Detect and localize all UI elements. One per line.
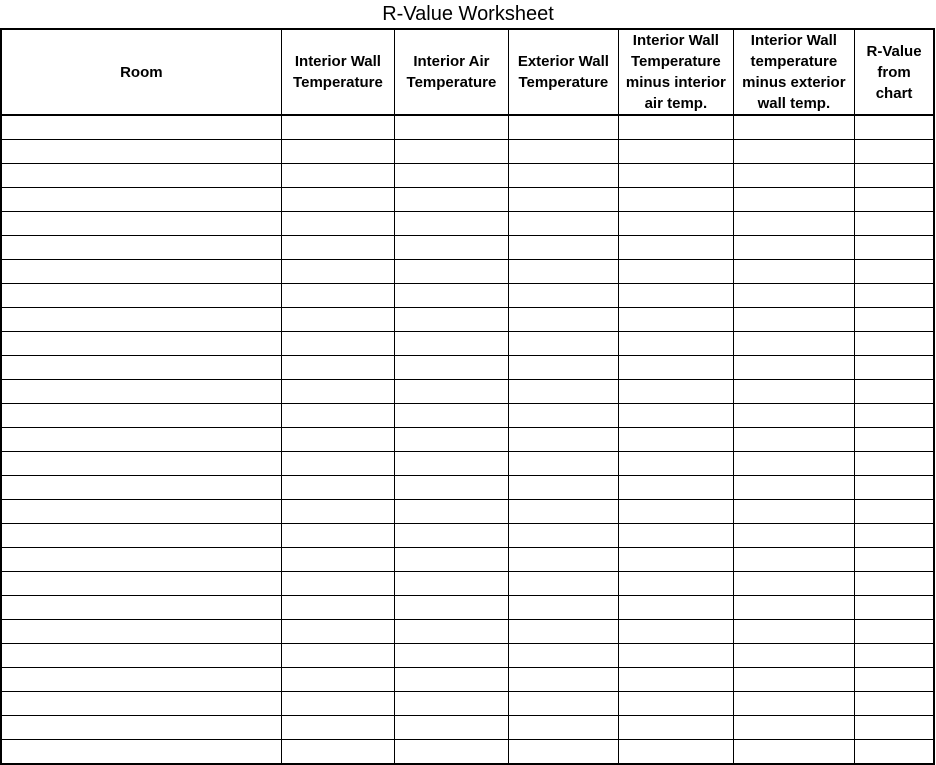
cell-interior-wall-temp[interactable] [281, 188, 394, 212]
cell-iwt-minus-ewt[interactable] [733, 260, 855, 284]
cell-room[interactable] [1, 476, 281, 500]
table-header [1, 29, 934, 115]
cell-interior-air-temp[interactable] [395, 164, 508, 188]
cell-interior-air-temp[interactable] [395, 500, 508, 524]
cell-room[interactable] [1, 115, 281, 140]
cell-interior-air-temp[interactable] [395, 260, 508, 284]
cell-interior-wall-temp[interactable] [281, 524, 394, 548]
cell-iwt-minus-ewt[interactable] [733, 356, 855, 380]
table-row [1, 236, 934, 260]
table-row [1, 596, 934, 620]
cell-room[interactable] [1, 356, 281, 380]
header-row [1, 29, 934, 115]
cell-room[interactable] [1, 428, 281, 452]
cell-iwt-minus-iat[interactable] [619, 476, 733, 500]
cell-room[interactable] [1, 332, 281, 356]
cell-interior-air-temp[interactable] [395, 524, 508, 548]
cell-exterior-wall-temp[interactable] [508, 572, 618, 596]
cell-r-value-from-chart[interactable] [855, 548, 934, 572]
cell-exterior-wall-temp[interactable] [508, 356, 618, 380]
table-row [1, 692, 934, 716]
header-interior-wall-temperature [281, 29, 394, 115]
table-row [1, 308, 934, 332]
cell-interior-wall-temp[interactable] [281, 644, 394, 668]
cell-exterior-wall-temp[interactable] [508, 212, 618, 236]
cell-iwt-minus-ewt[interactable] [733, 740, 855, 765]
cell-interior-air-temp[interactable] [395, 596, 508, 620]
table-row [1, 332, 934, 356]
cell-interior-wall-temp[interactable] [281, 308, 394, 332]
cell-exterior-wall-temp[interactable] [508, 428, 618, 452]
cell-iwt-minus-iat[interactable] [619, 500, 733, 524]
cell-room[interactable] [1, 668, 281, 692]
table-row [1, 380, 934, 404]
table-row [1, 115, 934, 140]
cell-iwt-minus-ewt[interactable] [733, 716, 855, 740]
cell-interior-wall-temp[interactable] [281, 452, 394, 476]
cell-iwt-minus-ewt[interactable] [733, 548, 855, 572]
cell-interior-wall-temp[interactable] [281, 740, 394, 765]
cell-iwt-minus-ewt[interactable] [733, 115, 855, 140]
cell-exterior-wall-temp[interactable] [508, 452, 618, 476]
cell-r-value-from-chart[interactable] [855, 236, 934, 260]
cell-r-value-from-chart[interactable] [855, 260, 934, 284]
cell-r-value-from-chart[interactable] [855, 620, 934, 644]
cell-iwt-minus-ewt[interactable] [733, 500, 855, 524]
table-row [1, 716, 934, 740]
cell-interior-air-temp[interactable] [395, 188, 508, 212]
cell-iwt-minus-ewt[interactable] [733, 164, 855, 188]
table-row [1, 668, 934, 692]
header-label: Exterior Wall Temperature [517, 53, 609, 91]
cell-r-value-from-chart[interactable] [855, 500, 934, 524]
cell-exterior-wall-temp[interactable] [508, 740, 618, 765]
header-wall-minus-exterior-temperature [733, 29, 855, 115]
cell-room[interactable] [1, 740, 281, 765]
cell-interior-air-temp[interactable] [395, 115, 508, 140]
cell-iwt-minus-ewt[interactable] [733, 476, 855, 500]
table-row [1, 548, 934, 572]
cell-interior-air-temp[interactable] [395, 428, 508, 452]
cell-iwt-minus-ewt[interactable] [733, 380, 855, 404]
table-row [1, 644, 934, 668]
cell-r-value-from-chart[interactable] [855, 692, 934, 716]
cell-exterior-wall-temp[interactable] [508, 260, 618, 284]
cell-interior-wall-temp[interactable] [281, 260, 394, 284]
cell-interior-air-temp[interactable] [395, 308, 508, 332]
cell-room[interactable] [1, 452, 281, 476]
cell-exterior-wall-temp[interactable] [508, 548, 618, 572]
cell-interior-air-temp[interactable] [395, 236, 508, 260]
cell-iwt-minus-ewt[interactable] [733, 308, 855, 332]
cell-iwt-minus-ewt[interactable] [733, 404, 855, 428]
table-row [1, 500, 934, 524]
table-body [1, 115, 934, 764]
cell-interior-air-temp[interactable] [395, 668, 508, 692]
cell-iwt-minus-iat[interactable] [619, 260, 733, 284]
header-label: Interior Wall Temperature minus interior air temp. [625, 32, 726, 112]
cell-iwt-minus-iat[interactable] [619, 115, 733, 140]
table-row [1, 524, 934, 548]
cell-interior-air-temp[interactable] [395, 476, 508, 500]
cell-interior-wall-temp[interactable] [281, 500, 394, 524]
cell-exterior-wall-temp[interactable] [508, 188, 618, 212]
cell-exterior-wall-temp[interactable] [508, 644, 618, 668]
cell-interior-wall-temp[interactable] [281, 428, 394, 452]
cell-r-value-from-chart[interactable] [855, 332, 934, 356]
cell-room[interactable] [1, 404, 281, 428]
cell-interior-air-temp[interactable] [395, 692, 508, 716]
cell-interior-wall-temp[interactable] [281, 548, 394, 572]
cell-room[interactable] [1, 284, 281, 308]
cell-iwt-minus-ewt[interactable] [733, 692, 855, 716]
cell-room[interactable] [1, 308, 281, 332]
cell-iwt-minus-iat[interactable] [619, 404, 733, 428]
cell-interior-wall-temp[interactable] [281, 140, 394, 164]
cell-interior-wall-temp[interactable] [281, 572, 394, 596]
worksheet-title: R-Value Worksheet [382, 3, 554, 25]
cell-iwt-minus-iat[interactable] [619, 212, 733, 236]
cell-room[interactable] [1, 500, 281, 524]
cell-room[interactable] [1, 188, 281, 212]
header-label: Interior Air Temperature [406, 53, 497, 91]
cell-r-value-from-chart[interactable] [855, 428, 934, 452]
table-row [1, 140, 934, 164]
cell-iwt-minus-iat[interactable] [619, 620, 733, 644]
cell-iwt-minus-iat[interactable] [619, 452, 733, 476]
table-row [1, 740, 934, 765]
cell-interior-wall-temp[interactable] [281, 596, 394, 620]
cell-exterior-wall-temp[interactable] [508, 692, 618, 716]
cell-r-value-from-chart[interactable] [855, 740, 934, 765]
cell-interior-wall-temp[interactable] [281, 284, 394, 308]
cell-interior-wall-temp[interactable] [281, 476, 394, 500]
cell-iwt-minus-iat[interactable] [619, 596, 733, 620]
table-row [1, 572, 934, 596]
cell-interior-air-temp[interactable] [395, 284, 508, 308]
cell-r-value-from-chart[interactable] [855, 572, 934, 596]
cell-exterior-wall-temp[interactable] [508, 596, 618, 620]
cell-room[interactable] [1, 380, 281, 404]
cell-iwt-minus-ewt[interactable] [733, 284, 855, 308]
header-label: Interior Wall temperature minus exterior wall temp. [742, 32, 846, 112]
cell-exterior-wall-temp[interactable] [508, 524, 618, 548]
cell-interior-wall-temp[interactable] [281, 212, 394, 236]
table-row [1, 428, 934, 452]
cell-room[interactable] [1, 260, 281, 284]
cell-r-value-from-chart[interactable] [855, 644, 934, 668]
cell-iwt-minus-ewt[interactable] [733, 572, 855, 596]
cell-iwt-minus-ewt[interactable] [733, 212, 855, 236]
cell-iwt-minus-iat[interactable] [619, 644, 733, 668]
cell-interior-air-temp[interactable] [395, 572, 508, 596]
cell-room[interactable] [1, 164, 281, 188]
cell-r-value-from-chart[interactable] [855, 668, 934, 692]
cell-r-value-from-chart[interactable] [855, 380, 934, 404]
cell-room[interactable] [1, 716, 281, 740]
table-row [1, 404, 934, 428]
header-interior-air-temperature [395, 29, 508, 115]
cell-r-value-from-chart[interactable] [855, 164, 934, 188]
header-label: R-Value from chart [866, 42, 922, 102]
table-row [1, 476, 934, 500]
cell-r-value-from-chart[interactable] [855, 188, 934, 212]
cell-interior-wall-temp[interactable] [281, 115, 394, 140]
cell-iwt-minus-ewt[interactable] [733, 524, 855, 548]
cell-iwt-minus-iat[interactable] [619, 692, 733, 716]
cell-interior-air-temp[interactable] [395, 644, 508, 668]
cell-iwt-minus-iat[interactable] [619, 548, 733, 572]
cell-r-value-from-chart[interactable] [855, 356, 934, 380]
cell-room[interactable] [1, 548, 281, 572]
cell-room[interactable] [1, 572, 281, 596]
cell-exterior-wall-temp[interactable] [508, 668, 618, 692]
cell-interior-air-temp[interactable] [395, 452, 508, 476]
cell-room[interactable] [1, 140, 281, 164]
cell-exterior-wall-temp[interactable] [508, 164, 618, 188]
cell-room[interactable] [1, 620, 281, 644]
cell-interior-air-temp[interactable] [395, 140, 508, 164]
cell-iwt-minus-ewt[interactable] [733, 668, 855, 692]
cell-interior-air-temp[interactable] [395, 356, 508, 380]
cell-iwt-minus-ewt[interactable] [733, 236, 855, 260]
cell-room[interactable] [1, 644, 281, 668]
cell-exterior-wall-temp[interactable] [508, 380, 618, 404]
cell-r-value-from-chart[interactable] [855, 140, 934, 164]
cell-r-value-from-chart[interactable] [855, 404, 934, 428]
cell-interior-wall-temp[interactable] [281, 668, 394, 692]
cell-exterior-wall-temp[interactable] [508, 308, 618, 332]
cell-interior-wall-temp[interactable] [281, 404, 394, 428]
cell-exterior-wall-temp[interactable] [508, 140, 618, 164]
cell-interior-wall-temp[interactable] [281, 236, 394, 260]
cell-interior-air-temp[interactable] [395, 548, 508, 572]
table-row [1, 620, 934, 644]
cell-iwt-minus-ewt[interactable] [733, 644, 855, 668]
cell-interior-wall-temp[interactable] [281, 716, 394, 740]
cell-exterior-wall-temp[interactable] [508, 620, 618, 644]
cell-iwt-minus-iat[interactable] [619, 308, 733, 332]
header-wall-minus-air-temperature [619, 29, 733, 115]
cell-iwt-minus-iat[interactable] [619, 284, 733, 308]
cell-r-value-from-chart[interactable] [855, 524, 934, 548]
cell-iwt-minus-iat[interactable] [619, 668, 733, 692]
cell-iwt-minus-iat[interactable] [619, 572, 733, 596]
cell-iwt-minus-ewt[interactable] [733, 452, 855, 476]
cell-interior-wall-temp[interactable] [281, 356, 394, 380]
cell-r-value-from-chart[interactable] [855, 308, 934, 332]
table-row [1, 284, 934, 308]
cell-iwt-minus-ewt[interactable] [733, 140, 855, 164]
cell-interior-air-temp[interactable] [395, 740, 508, 765]
cell-iwt-minus-ewt[interactable] [733, 428, 855, 452]
cell-exterior-wall-temp[interactable] [508, 115, 618, 140]
cell-iwt-minus-iat[interactable] [619, 428, 733, 452]
cell-exterior-wall-temp[interactable] [508, 404, 618, 428]
cell-room[interactable] [1, 692, 281, 716]
worksheet-table [0, 28, 935, 765]
cell-iwt-minus-iat[interactable] [619, 164, 733, 188]
cell-interior-wall-temp[interactable] [281, 620, 394, 644]
cell-iwt-minus-ewt[interactable] [733, 596, 855, 620]
cell-r-value-from-chart[interactable] [855, 115, 934, 140]
cell-room[interactable] [1, 236, 281, 260]
cell-iwt-minus-iat[interactable] [619, 236, 733, 260]
table-row [1, 188, 934, 212]
cell-exterior-wall-temp[interactable] [508, 284, 618, 308]
cell-r-value-from-chart[interactable] [855, 284, 934, 308]
cell-iwt-minus-ewt[interactable] [733, 620, 855, 644]
cell-r-value-from-chart[interactable] [855, 716, 934, 740]
cell-r-value-from-chart[interactable] [855, 452, 934, 476]
cell-interior-air-temp[interactable] [395, 332, 508, 356]
cell-interior-air-temp[interactable] [395, 212, 508, 236]
cell-r-value-from-chart[interactable] [855, 596, 934, 620]
cell-interior-air-temp[interactable] [395, 404, 508, 428]
cell-exterior-wall-temp[interactable] [508, 332, 618, 356]
cell-r-value-from-chart[interactable] [855, 476, 934, 500]
cell-interior-air-temp[interactable] [395, 380, 508, 404]
cell-room[interactable] [1, 212, 281, 236]
cell-iwt-minus-ewt[interactable] [733, 332, 855, 356]
header-label: Room [120, 63, 163, 81]
header-label: Interior Wall Temperature [293, 53, 383, 91]
cell-iwt-minus-iat[interactable] [619, 188, 733, 212]
cell-iwt-minus-iat[interactable] [619, 332, 733, 356]
cell-room[interactable] [1, 596, 281, 620]
cell-interior-wall-temp[interactable] [281, 332, 394, 356]
cell-iwt-minus-ewt[interactable] [733, 188, 855, 212]
header-r-value-from-chart [855, 29, 934, 115]
cell-room[interactable] [1, 524, 281, 548]
table-row [1, 356, 934, 380]
table-row [1, 212, 934, 236]
header-room [1, 29, 281, 115]
cell-exterior-wall-temp[interactable] [508, 476, 618, 500]
cell-interior-air-temp[interactable] [395, 716, 508, 740]
cell-interior-air-temp[interactable] [395, 620, 508, 644]
table-row [1, 164, 934, 188]
cell-interior-wall-temp[interactable] [281, 692, 394, 716]
table-row [1, 260, 934, 284]
header-exterior-wall-temperature [508, 29, 618, 115]
cell-exterior-wall-temp[interactable] [508, 500, 618, 524]
cell-iwt-minus-iat[interactable] [619, 740, 733, 765]
cell-exterior-wall-temp[interactable] [508, 716, 618, 740]
cell-iwt-minus-iat[interactable] [619, 524, 733, 548]
cell-exterior-wall-temp[interactable] [508, 236, 618, 260]
cell-interior-wall-temp[interactable] [281, 380, 394, 404]
cell-iwt-minus-iat[interactable] [619, 380, 733, 404]
cell-r-value-from-chart[interactable] [855, 212, 934, 236]
cell-iwt-minus-iat[interactable] [619, 716, 733, 740]
table-row [1, 452, 934, 476]
cell-iwt-minus-iat[interactable] [619, 140, 733, 164]
cell-iwt-minus-iat[interactable] [619, 356, 733, 380]
cell-interior-wall-temp[interactable] [281, 164, 394, 188]
